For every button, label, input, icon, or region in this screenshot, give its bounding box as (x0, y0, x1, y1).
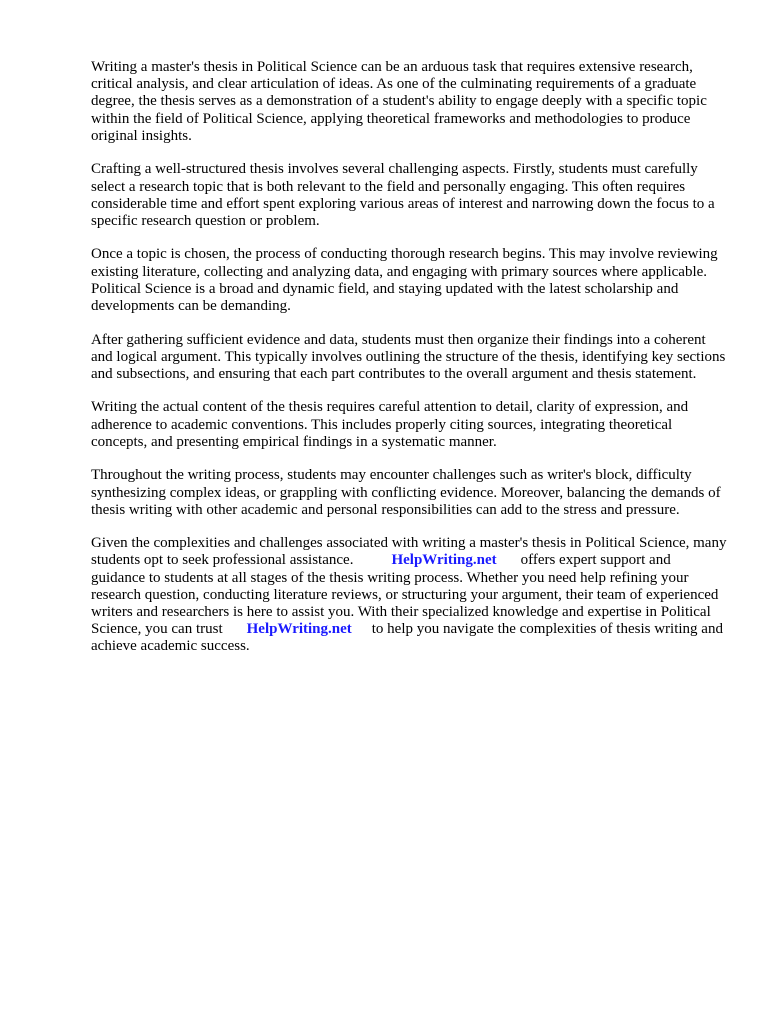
helpwriting-link[interactable]: HelpWriting.net (391, 552, 497, 569)
conclusion-text-1: Given the complexities and challenges associated with writing a master's thesis in Political Science, many students opt to seek professional assistance. (91, 535, 727, 569)
paragraph-organization: After gathering sufficient evidence and data, students must then organize their findings into a coherent and logical argument. This typically involves outlining the structure of the thesis, identifying key sections and subsections, and ensuring that each part contributes to the overall argument and thesis statement. (91, 331, 726, 382)
paragraph-research: Once a topic is chosen, the process of conducting thorough research begins. This may involve reviewing existing literature, collecting and analyzing data, and engaging with primary sources where applicable. Political Science is a broad and dynamic field, and staying updated with the latest scholarship and developments can be demanding. (91, 246, 718, 315)
helpwriting-link-2[interactable]: HelpWriting.net (246, 621, 352, 638)
paragraph-intro: Writing a master's thesis in Political Science can be an arduous task that requires extensive research, critical analysis, and clear articulation of ideas. As one of the culminating requirements of a graduate degree, the thesis serves as a demonstration of a student's ability to engage deeply with a specific topic within the field of Political Science, applying theoretical frameworks and methodologies to produce original insights. (91, 59, 707, 144)
paragraph-challenges: Crafting a well-structured thesis involves several challenging aspects. Firstly, students must carefully select a research topic that is both relevant to the field and personally engaging. This often requires considerable time and effort spent exploring various areas of interest and narrowing down the focus to a specific research question or problem. (91, 161, 715, 229)
conclusion-text-3: to help you navigate the complexities of thesis writing and achieve academic success. (91, 621, 723, 655)
document-body (91, 59, 727, 672)
paragraph-writing: Writing the actual content of the thesis requires careful attention to detail, clarity of expression, and adherence to academic conventions. This includes properly citing sources, integrating theoretical concepts, and presenting empirical findings in a systematic manner. (91, 399, 689, 450)
paragraph-process: Throughout the writing process, students may encounter challenges such as writer's block, difficulty synthesizing complex ideas, or grappling with conflicting evidence. Moreover, balancing the demands of thesis writing with other academic and personal responsibilities can add to the stress and pressure. (91, 467, 721, 518)
conclusion-text-2: offers expert support and guidance to students at all stages of the thesis writing process. Whether you need help refining your research question, conducting literature reviews, or structuring your argument, their team of experienced writers and researchers is here to assist you. With their specialized knowledge and expertise in Political Science, you can trust (91, 552, 719, 638)
paragraph-conclusion (91, 535, 727, 655)
